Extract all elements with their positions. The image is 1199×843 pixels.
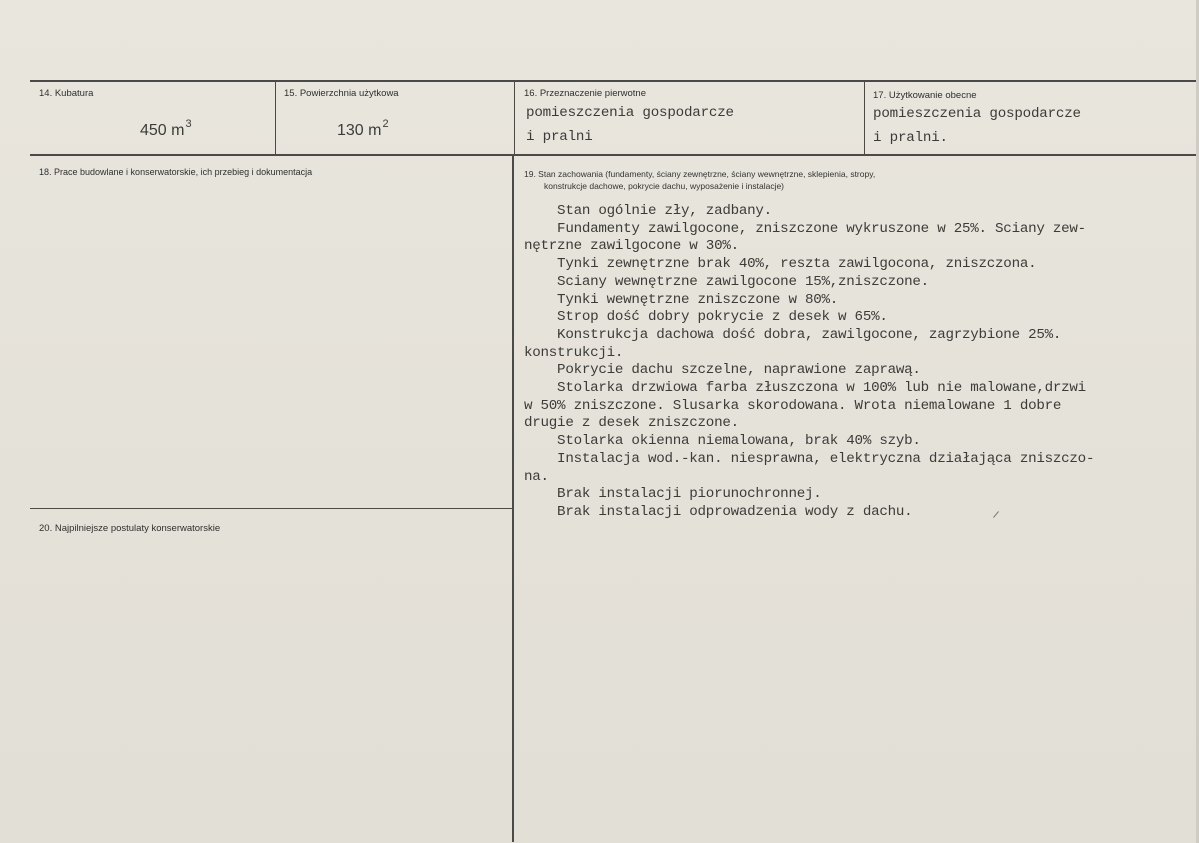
condition-line: Tynki zewnętrzne brak 40%, reszta zawilgocona, zniszczona. (524, 256, 1037, 273)
condition-line: drugie z desek zniszczone. (524, 415, 739, 432)
col-divider-15-16 (514, 81, 515, 155)
condition-line: Brak instalacji piorunochronnej. (524, 486, 822, 503)
field-14-value (140, 118, 192, 140)
field-15-exponent: 2 (382, 118, 389, 130)
condition-line: na. (524, 468, 549, 485)
condition-line: Tynki wewnętrzne zniszczone w 80%. (524, 291, 839, 308)
field-16-line-1: pomieszczenia gospodarcze (526, 105, 734, 121)
field-17-line-1: pomieszczenia gospodarcze (873, 106, 1081, 122)
condition-line: w 50% zniszczone. Slusarka skorodowana. Wrota niemalowane 1 dobre (524, 397, 1062, 414)
field-20-label: 20. Najpilniejsze postulaty konserwatorskie (39, 523, 221, 534)
col-divider-16-17 (864, 81, 865, 155)
field-15-value (337, 118, 389, 140)
field-14-exponent: 3 (185, 118, 192, 130)
condition-line: Stolarka drzwiowa farba złuszczona w 100% lub nie malowane,drzwi (524, 380, 1086, 397)
field-17-label: 17. Użytkowanie obecne (873, 90, 977, 101)
condition-line: Konstrukcja dachowa dość dobra, zawilgocone, zagrzybione 25%. (524, 326, 1062, 343)
row-divider (30, 154, 1197, 156)
field-15-label: 15. Powierzchnia użytkowa (284, 88, 399, 99)
field-16-label: 16. Przeznaczenie pierwotne (524, 88, 646, 99)
condition-line: Pokrycie dachu szczelne, naprawione zaprawą. (524, 362, 921, 379)
condition-line: Stan ogólnie zły, zadbany. (524, 203, 772, 219)
field-17-line-2: i pralni. (873, 130, 948, 146)
field-14-label: 14. Kubatura (39, 88, 94, 99)
condition-line: Strop dość dobry pokrycie z desek w 65%. (524, 309, 888, 326)
condition-line: Sciany wewnętrzne zawilgocone 15%,zniszczone. (524, 273, 929, 290)
condition-line: nętrzne zawilgocone w 30%. (524, 238, 739, 255)
condition-line: Brak instalacji odprowadzenia wody z dachu. (524, 503, 913, 520)
field-16-line-2: i pralni (526, 129, 593, 145)
field-19-label-line-1: 19. Stan zachowania (fundamenty, ściany zewnętrzne, ściany wewnętrzne, sklepienia, stropy, (524, 169, 876, 179)
field-19-label-line-2: konstrukcje dachowe, pokrycie dachu, wyposażenie i instalacje) (544, 181, 785, 191)
col-divider-main (512, 155, 514, 842)
field-14-number: 450 m (140, 122, 185, 139)
field-15-number: 130 m (337, 122, 382, 139)
condition-line: Fundamenty zawilgocone, zniszczone wykruszone w 25%. Sciany zew- (524, 220, 1086, 237)
condition-line: Instalacja wod.-kan. niesprawna, elektryczna działająca zniszczo- (524, 450, 1095, 467)
field-18-label: 18. Prace budowlane i konserwatorskie, ich przebieg i dokumentacja (39, 167, 313, 177)
condition-line: Stolarka okienna niemalowana, brak 40% szyb. (524, 433, 921, 450)
section-divider-18-20 (30, 508, 514, 509)
field-19-condition-text (524, 203, 1196, 522)
col-divider-14-15 (275, 81, 276, 155)
top-rule (30, 80, 1197, 82)
condition-line: konstrukcji. (524, 344, 624, 361)
